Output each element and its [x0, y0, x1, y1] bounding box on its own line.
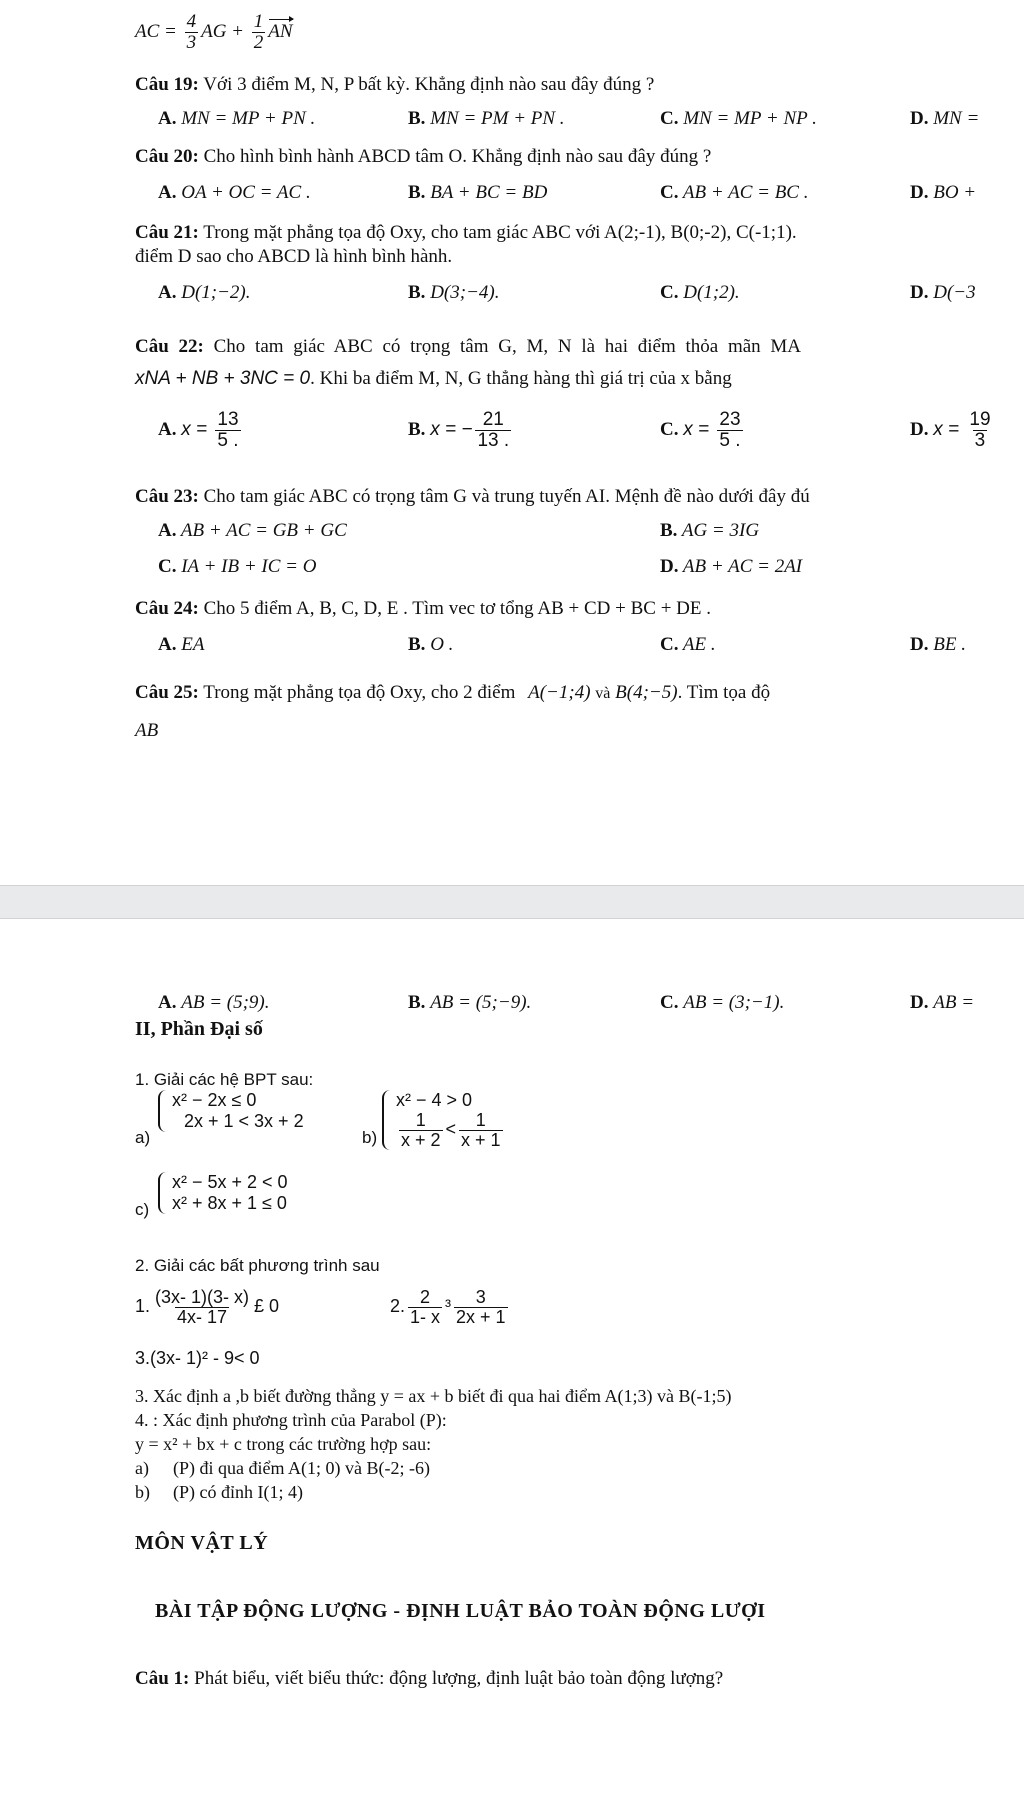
q23-option-b: B. AG = 3IG — [660, 520, 760, 541]
top-formula: AC = $\frac{4}{3}$ AG + $\frac{1}{2}$ AN — [135, 11, 293, 53]
question-24: Câu 24: Cho 5 điểm A, B, C, D, E . Tìm vec tơ tổng AB + CD + BC + DE . — [135, 598, 711, 619]
ex4-a-label: a) — [135, 1458, 149, 1478]
question-21: Câu 21: Trong mặt phẳng tọa độ Oxy, cho tam giác ABC với A(2;-1), B(0;-2), C(-1;1). — [135, 222, 797, 243]
section-title: II, Phần Đại số — [135, 1018, 263, 1040]
q22-option-d: D. x = $\frac{19}{3}$ — [910, 409, 991, 451]
q24-option-d: D. BE . — [910, 634, 966, 655]
page-separator — [0, 885, 1024, 919]
q23-option-a: A. AB + AC = GB + GC — [158, 520, 347, 541]
question-22: Câu 22: Cho tam giác ABC có trọng tâm G, M, N là hai điểm thỏa mãn MA — [135, 336, 802, 357]
fraction: $\frac{4}{3}$ — [186, 11, 197, 53]
ex1-b-label: b) — [362, 1128, 378, 1147]
ex2-problem-2: 2. $\frac{2}{1- x}$ ³ $\frac{3}{2x + 1}$ — [390, 1287, 506, 1327]
q21-option-b: B. D(3;−4). — [408, 282, 500, 303]
q20-option-a: A. OA + OC = AC . — [158, 182, 311, 203]
q25-option-d: D. AB = — [910, 992, 975, 1013]
q19-option-a: A. MN = MP + PN . — [158, 108, 316, 129]
question-21-line2: điểm D sao cho ABCD là hình bình hành. — [135, 246, 453, 267]
q20-option-d: D. BO + — [910, 182, 977, 203]
q24-option-b: B. O . — [408, 634, 454, 655]
exercise-4-equation: y = x² + bx + c trong các trường hợp sau: — [135, 1434, 432, 1454]
q23-option-c: C. IA + IB + IC = O — [158, 556, 317, 577]
question-23: Câu 23: Cho tam giác ABC có trọng tâm G và trung tuyến AI. Mệnh đề nào dưới đây đú — [135, 486, 810, 507]
ex1-c-label: c) — [135, 1200, 150, 1219]
q20-option-c: C. AB + AC = BC . — [660, 182, 809, 203]
q19-option-d: D. MN = — [910, 108, 980, 129]
q25-option-b: B. AB = (5;−9). — [408, 992, 532, 1013]
physics-title: MÔN VẬT LÝ — [135, 1532, 269, 1554]
question-25-line2: AB — [135, 720, 159, 741]
q19-option-b: B. MN = PM + PN . — [408, 108, 565, 129]
physics-subtitle: BÀI TẬP ĐỘNG LƯỢNG - ĐỊNH LUẬT BẢO TOÀN ĐỘNG LƯỢI — [155, 1600, 766, 1622]
exercise-1-title: 1. Giải các hệ BPT sau: — [135, 1070, 314, 1089]
q22-option-c: C. x = $\frac{23}{5 .}$ — [660, 409, 741, 451]
ex1-a-system: x² − 2x ≤ 0 2x + 1 < 3x + 2 — [158, 1090, 304, 1132]
ex1-c-system: x² − 5x + 2 < 0 x² + 8x + 1 ≤ 0 — [158, 1172, 288, 1214]
ex1-b-system: x² − 4 > 0 $\frac{1}{x + 2}$ < $\frac{1}{x + 1}$ — [382, 1090, 506, 1150]
fraction: $\frac{1}{2}$ — [253, 11, 264, 53]
q21-option-d: D. D(−3 — [910, 282, 976, 303]
q24-option-a: A. EA — [158, 634, 205, 655]
q21-option-a: A. D(1;−2). — [158, 282, 251, 303]
q21-option-c: C. D(1;2). — [660, 282, 740, 303]
question-25: Câu 25: Trong mặt phẳng tọa độ Oxy, cho 2 điểm A(−1;4) và B(4;−5). Tìm tọa độ — [135, 682, 771, 703]
q22-option-b: B. x = − $\frac{21}{13 .}$ — [408, 409, 510, 451]
ex2-problem-1: 1. $\frac{(3x- 1)(3- x)}{4x- 17}$ £ 0 — [135, 1287, 280, 1327]
q25-option-a: A. AB = (5;9). — [158, 992, 270, 1013]
q20-option-b: B. BA + BC = BD — [408, 182, 548, 203]
question-22-line2: xNA + NB + 3NC = 0. Khi ba điểm M, N, G thẳng hàng thì giá trị của x bằng — [135, 368, 732, 389]
ex4-b-label: b) — [135, 1482, 150, 1502]
q22-option-a: A. x = $\frac{13}{5 .}$ — [158, 409, 239, 451]
ex2-problem-3: 3.(3x- 1)² - 9< 0 — [135, 1348, 260, 1368]
physics-question-1: Câu 1: Phát biểu, viết biểu thức: động lượng, định luật bảo toàn động lượng? — [135, 1668, 724, 1689]
ex1-a-label: a) — [135, 1128, 151, 1147]
question-20: Câu 20: Cho hình bình hành ABCD tâm O. Khẳng định nào sau đây đúng ? — [135, 146, 712, 167]
question-19: Câu 19: Với 3 điểm M, N, P bất kỳ. Khẳng định nào sau đây đúng ? — [135, 74, 655, 95]
exercise-4-title: 4. : Xác định phương trình của Parabol (P): — [135, 1410, 447, 1430]
q23-option-d: D. AB + AC = 2AI — [660, 556, 803, 577]
exercise-3: 3. Xác định a ,b biết đường thẳng y = ax + b biết đi qua hai điểm A(1;3) và B(-1;5) — [135, 1386, 732, 1406]
q25-option-c: C. AB = (3;−1). — [660, 992, 785, 1013]
ex4-b-text: (P) có đỉnh I(1; 4) — [173, 1482, 303, 1502]
q19-option-c: C. MN = MP + NP . — [660, 108, 817, 129]
exercise-2-title: 2. Giải các bất phương trình sau — [135, 1256, 380, 1275]
ex4-a-text: (P) đi qua điểm A(1; 0) và B(-2; -6) — [173, 1458, 430, 1478]
q24-option-c: C. AE . — [660, 634, 716, 655]
